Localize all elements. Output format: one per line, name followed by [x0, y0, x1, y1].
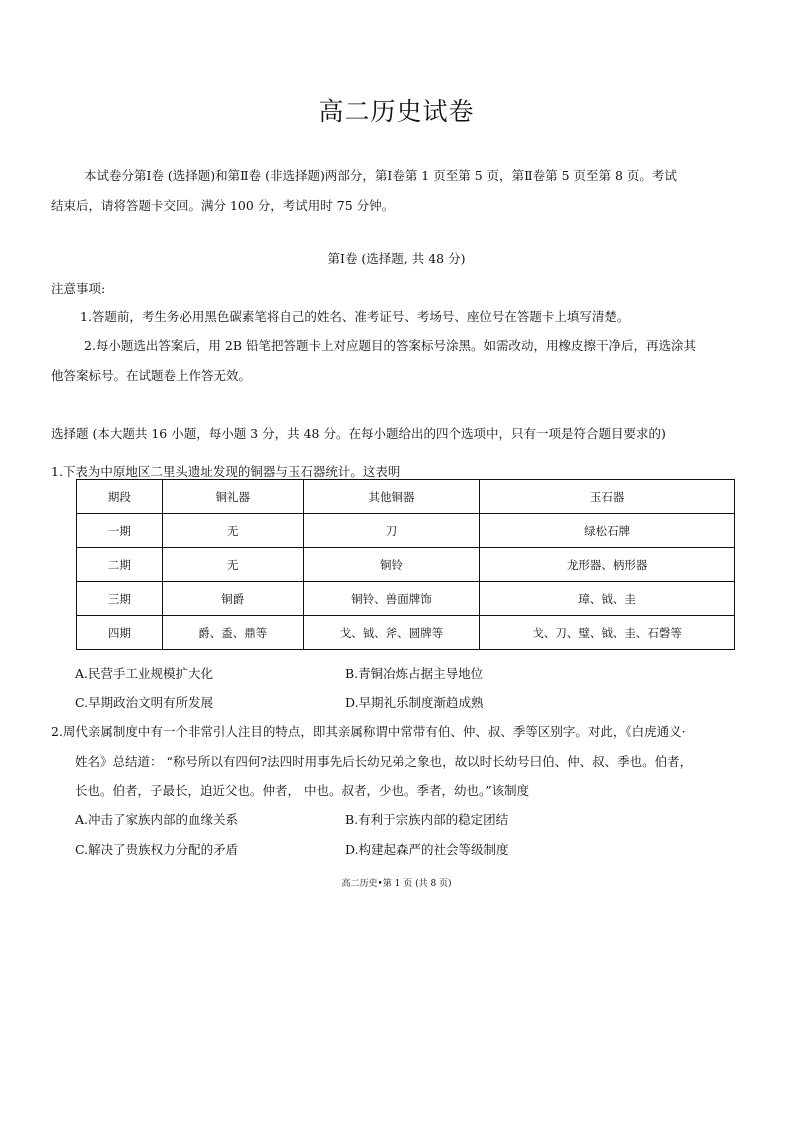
table-header-cell: 铜礼器	[162, 480, 303, 514]
mc-instructions: 选择题 (本大题共 16 小题，每小题 3 分，共 48 分。在每小题给出的四个选项中，只有一项是符合题目要求的)	[51, 426, 666, 441]
table-cell: 戈、钺、斧、圆牌等	[303, 616, 480, 650]
question-2-line-1: 2.周代亲属制度中有一个非常引人注目的特点，即其亲属称谓中常带有伯、仲、叔、季等区别字。对此，《白虎通义·	[51, 724, 686, 739]
q2-option-c: C.解决了贵族权力分配的矛盾	[75, 842, 239, 857]
notice-item-2-line-1: 2.每小题选出答案后，用 2B 铅笔把答题卡上对应题目的答案标号涂黑。如需改动，用橡皮擦干净后，再选涂其	[84, 338, 697, 353]
notice-item-1: 1.答题前，考生务必用黑色碳素笔将自己的姓名、准考证号、考场号、座位号在答题卡上填写清楚。	[80, 309, 630, 324]
table-row	[77, 514, 735, 548]
table-cell: 铜铃、兽面牌饰	[303, 582, 480, 616]
table-cell: 绿松石牌	[480, 514, 735, 548]
table-cell: 三期	[77, 582, 163, 616]
table-cell: 龙形器、柄形器	[480, 548, 735, 582]
table-cell: 戈、刀、璧、钺、圭、石磬等	[480, 616, 735, 650]
q2-option-a: A.冲击了家族内部的血缘关系	[75, 812, 239, 827]
table-cell: 铜爵	[162, 582, 303, 616]
q1-option-b: B.青铜冶炼占据主导地位	[345, 666, 484, 681]
bronze-jade-table	[76, 479, 735, 650]
question-2-line-2: 姓名》总结道： “称号所以有四何?法四时用事先后长幼兄弟之象也，故以时长幼号曰伯、仲、叔、季也。伯者，	[75, 754, 693, 769]
table-cell: 铜铃	[303, 548, 480, 582]
q2-option-b: B.有利于宗族内部的稳定团结	[345, 812, 509, 827]
table-header-cell: 期段	[77, 480, 163, 514]
table-cell: 二期	[77, 548, 163, 582]
table-cell: 无	[162, 514, 303, 548]
table-cell: 四期	[77, 616, 163, 650]
notice-label: 注意事项:	[51, 281, 106, 296]
q1-option-d: D.早期礼乐制度渐趋成熟	[345, 695, 484, 710]
table-cell: 无	[162, 548, 303, 582]
page-footer: 高二历史•第 1 页 (共 8 页)	[341, 879, 452, 889]
q1-option-c: C.早期政治文明有所发展	[75, 695, 214, 710]
intro-line-2: 结束后，请将答题卡交回。满分 100 分，考试用时 75 分钟。	[51, 198, 395, 213]
table-header-cell: 其他铜器	[303, 480, 480, 514]
q1-option-a: A.民营手工业规模扩大化	[75, 666, 214, 681]
question-1-stem: 1.下表为中原地区二里头遗址发现的铜器与玉石器统计。这表明	[51, 464, 401, 479]
table-cell: 刀	[303, 514, 480, 548]
intro-line-1: 本试卷分第Ⅰ卷 (选择题)和第Ⅱ卷 (非选择题)两部分，第Ⅰ卷第 1 页至第 5 页，第Ⅱ卷第 5 页至第 8 页。考试	[84, 168, 677, 183]
table-row	[77, 548, 735, 582]
table-header-cell: 玉石器	[480, 480, 735, 514]
table-row	[77, 616, 735, 650]
section-heading: 第Ⅰ卷 (选择题, 共 48 分)	[327, 251, 466, 266]
table-header-row	[77, 480, 735, 514]
page-title: 高二历史试卷	[318, 97, 475, 126]
table-cell: 爵、盉、鼎等	[162, 616, 303, 650]
table-row	[77, 582, 735, 616]
question-2-line-3: 长也。伯者，子最长，迫近父也。仲者， 中也。叔者，少也。季者，幼也。”该制度	[75, 783, 530, 798]
q2-option-d: D.构建起森严的社会等级制度	[345, 842, 509, 857]
notice-item-2-line-2: 他答案标号。在试题卷上作答无效。	[51, 368, 252, 383]
table-cell: 璋、钺、圭	[480, 582, 735, 616]
table-cell: 一期	[77, 514, 163, 548]
